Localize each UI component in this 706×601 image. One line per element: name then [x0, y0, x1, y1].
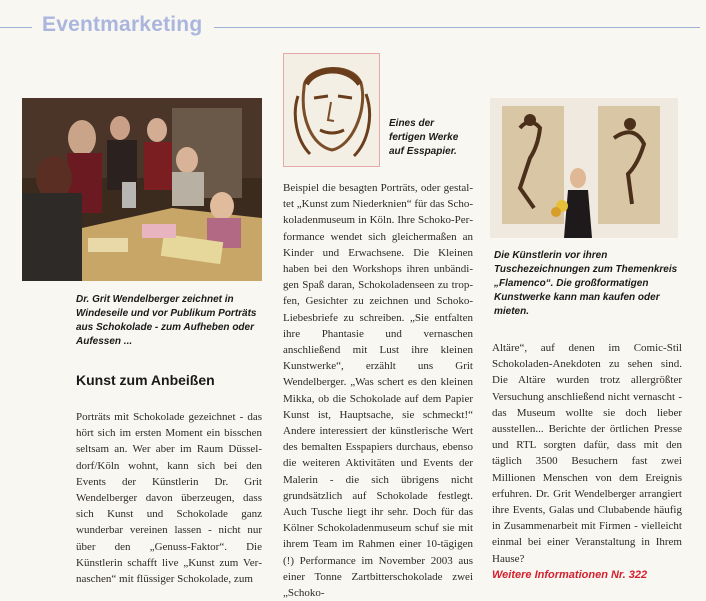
artist-photo — [490, 98, 678, 238]
left-photo-caption: Dr. Grit Wendelberger zeichnet in Windeseile und vor Publikum Porträts aus Schokolade - zum Aufheben oder Aufessen ... — [76, 294, 257, 347]
column-3-text: Altäre“, auf denen im Comic-Stil Schokoladen-Anekdoten zu sehen sind. Die Altäre wurden trotz allergrößter Versuchung anschließend nicht vernascht - das Museum wollte sie doch lieber ausstellen... Berichte der örtlichen Presse und RTL sorgten dafür, dass mit den täglich 3500 Besuchern fast zwei Millionen Menschen von dem Ereignis erfuhren. Dr. Grit Wendelberger arrangiert ihre Events, Galas und Clubabende häufig in Zusammenarbeit mit Firmen - vielleicht einmal bei einer Veranstaltung in Ihrem Hause? — [492, 342, 682, 565]
header-rule-right — [214, 27, 700, 28]
header-rule-left — [0, 27, 32, 28]
center-sketch-caption — [389, 117, 479, 159]
center-caption-line: fertigen Werke — [389, 132, 459, 143]
center-caption-line: auf Esspapier. — [389, 146, 457, 157]
center-caption-line: Eines der — [389, 118, 435, 129]
right-photo-caption: Die Künstlerin vor ihren Tuschezeichnungen zum Themenkreis „Flamenco“. Die großformatigen Kunstwerke kann man kaufen oder mieten. — [494, 250, 678, 317]
column-2-text: Beispiel die besagten Porträts, oder gestaltet „Kunst zum Niederknien“ für das Schokoladenmuseum in Köln. Ihre Schoko-Performance wendet sich gleichermaßen an Kinder und Erwachsene. Die Kleinen haben bei den Workshops ihren unbändigen Spaß daran, Schokoladenseen zu tropfen, Gesichter zu zeichnen und Schoko-Liebesbriefe zu schreiben. „Sie entfalten ihre Phantasie und vernaschen anschließend mit Lust ihre kleinen Kunstwerke“, erzählt uns Grit Wendelberger. „Was schert es den kleinen Mikka, ob die Schokolade auf dem Papier Kunst ist, Hauptsache, sie schmeckt!“ Andere interessiert der künstlerische Wert des bemalten Esspapiers durchaus, ebenso die weiteren Aktivitäten und Events der Malerin - die sich übrigens nicht grundsätzlich auf Schokolade festlegt. Auch Tusche liegt ihr sehr. Doch für das Kölner Schokoladenmuseum schuf sie mit ihrem Team im Rahmen einer 10-tägigen (!) Performance im November 2003 aus einer Tonne Zartbitterschokolade zwei „Schoko- — [283, 182, 474, 600]
section-header — [0, 0, 706, 46]
article-column-3 — [492, 340, 682, 583]
column-1-text: Porträts mit Schokolade gezeichnet - das hört sich im ersten Moment ein bisschen seltsam an. Wer aber im Raum Düsseldorf/Köln wohnt, kann sich bei den Events der Künstlerin Dr. Grit Wendelberger davon überzeugen, dass sich Kunst und Schokolade ganz wunderbar vereinen lassen - nicht nur über den „Genuss-Faktor“. Die Künstlerin schafft live „Kunst zum Vernaschen“ mit flüssiger Schokolade, zum — [76, 411, 262, 586]
article-subhead: Kunst zum Anbeißen — [76, 372, 215, 388]
workshop-photo — [22, 98, 262, 281]
article-column-1 — [76, 409, 262, 587]
esspapier-portrait-sketch — [283, 53, 380, 167]
article-column-2 — [283, 180, 473, 601]
more-info-link[interactable]: Weitere Informationen Nr. 322 — [492, 568, 648, 581]
section-title: Eventmarketing — [42, 13, 203, 36]
